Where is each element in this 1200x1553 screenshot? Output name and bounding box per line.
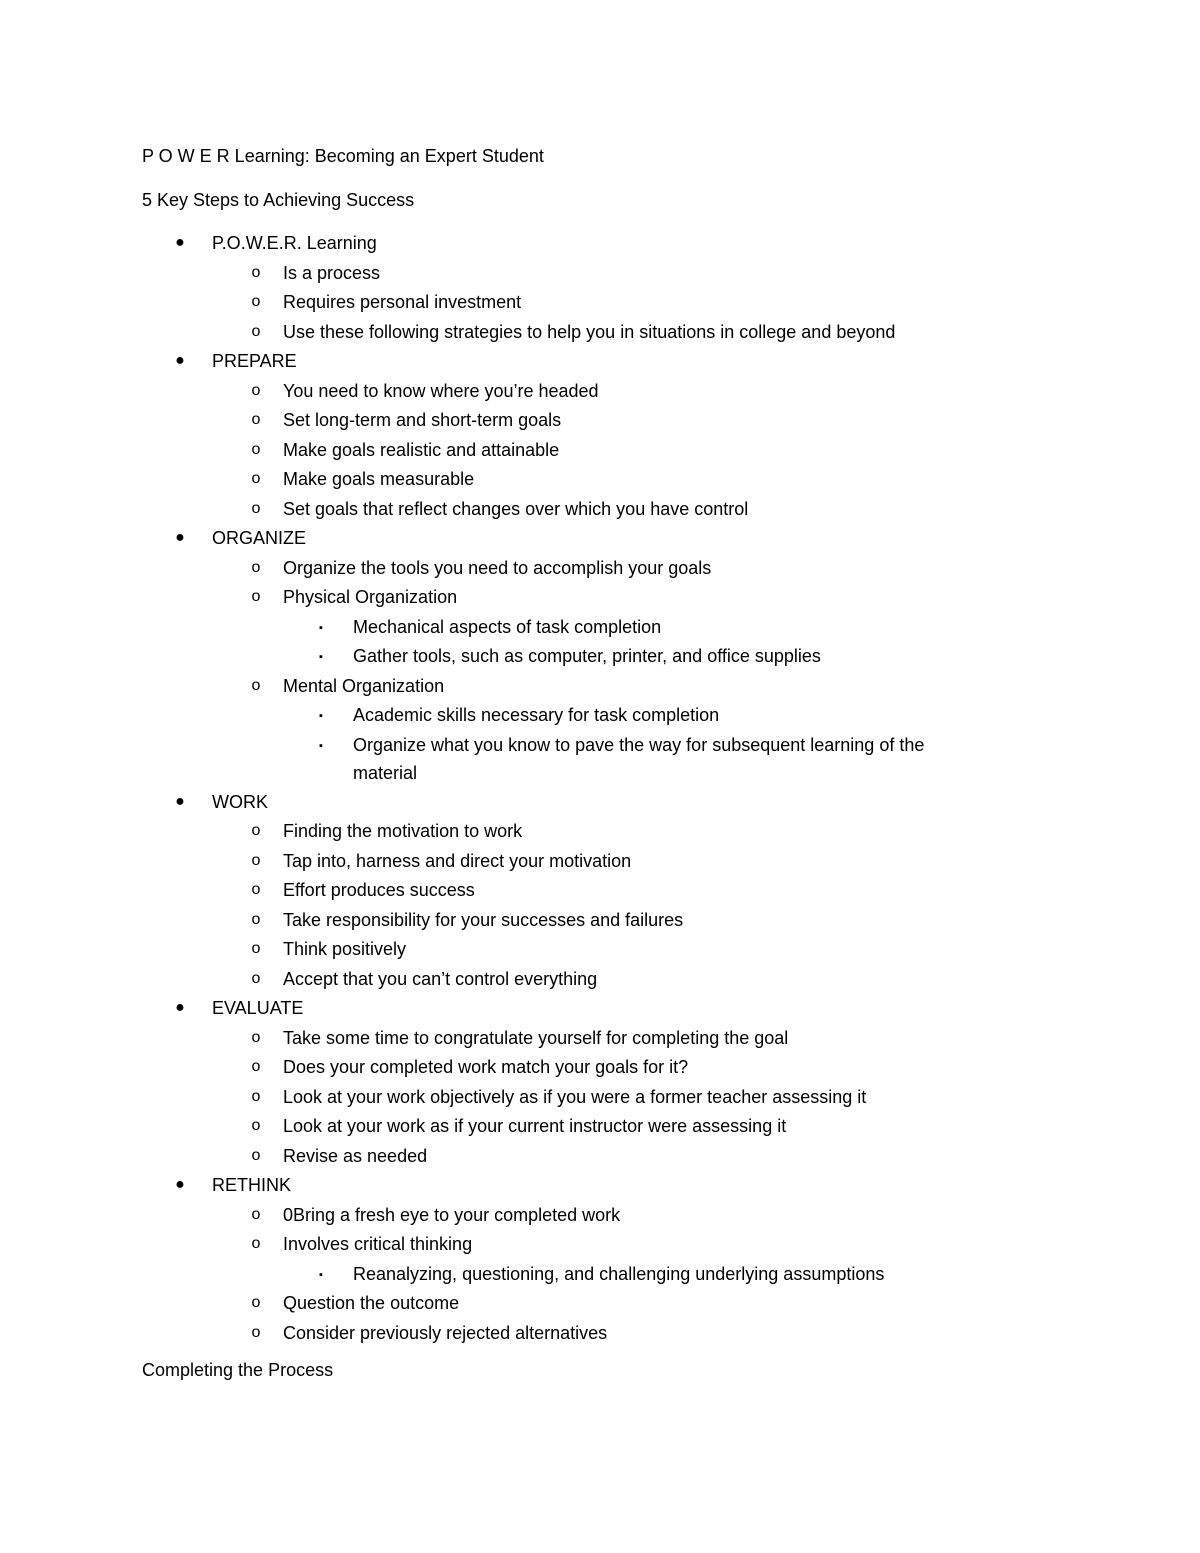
- list-item: [0, 1115, 1200, 1145]
- list-item-text: Tap into, harness and direct your motivation: [283, 850, 632, 871]
- section-heading-text: ORGANIZE: [212, 528, 307, 548]
- bullet-circle-icon: o: [251, 440, 261, 458]
- list-item-text: Make goals measurable: [283, 469, 475, 489]
- sub-list-item-text: Organize what you know to pave the way for subsequent learning of the material: [353, 734, 925, 783]
- bullet-circle-icon: o: [251, 558, 261, 576]
- list-item: [0, 498, 1200, 528]
- list-item-text: Mental Organization: [283, 675, 445, 696]
- section-heading-text: EVALUATE: [212, 998, 304, 1018]
- bullet-disc-icon: ●: [175, 999, 185, 1016]
- list-item: [0, 586, 1200, 616]
- bullet-circle-icon: o: [251, 822, 261, 839]
- bullet-circle-icon: o: [251, 1323, 261, 1341]
- list-item-text: Look at your work objectively as if you were a former teacher assessing it: [283, 1086, 867, 1107]
- list-item: [0, 1086, 1200, 1116]
- list-item: [0, 380, 1200, 410]
- list-item: [0, 321, 1200, 351]
- list-item-text: Make goals realistic and attainable: [283, 439, 560, 460]
- list-item: [0, 879, 1200, 909]
- bullet-circle-icon: o: [251, 1205, 261, 1223]
- list-item: [0, 1292, 1200, 1322]
- bullet-circle-icon: o: [251, 470, 261, 487]
- bullet-circle-icon: o: [251, 293, 261, 310]
- list-item: [0, 938, 1200, 968]
- list-item: [0, 675, 1200, 705]
- bullet-circle-icon: o: [251, 588, 261, 605]
- bullet-disc-icon: ●: [175, 529, 185, 546]
- list-item: [0, 1027, 1200, 1057]
- list-item-text: Question the outcome: [283, 1293, 460, 1313]
- bullet-circle-icon: o: [251, 1235, 261, 1252]
- bullet-circle-icon: o: [251, 411, 261, 428]
- list-item-text: Revise as needed: [283, 1145, 428, 1166]
- sub-list-item: [0, 1263, 1200, 1293]
- bullet-circle-icon: o: [251, 322, 261, 340]
- list-item-text: Consider previously rejected alternatives: [283, 1322, 608, 1343]
- list-item-text: Does your completed work match your goals for it?: [283, 1057, 689, 1077]
- section-heading-text: RETHINK: [212, 1175, 292, 1195]
- list-item: [0, 262, 1200, 292]
- list-item-text: You need to know where you’re headed: [283, 380, 599, 401]
- list-item-text: Set goals that reflect changes over which you have control: [283, 498, 749, 519]
- list-item: [0, 850, 1200, 880]
- list-item-text: Requires personal investment: [283, 292, 522, 312]
- list-item: [0, 291, 1200, 321]
- section-heading-text: WORK: [212, 791, 268, 812]
- list-item: [0, 968, 1200, 998]
- bullet-circle-icon: o: [251, 1087, 261, 1105]
- section-heading: [0, 1174, 1200, 1204]
- list-item: [0, 1145, 1200, 1175]
- bullet-square-icon: ▪: [319, 651, 323, 663]
- sub-list-item-text: Reanalyzing, questioning, and challenging underlying assumptions: [353, 1263, 885, 1284]
- list-item-text: Physical Organization: [283, 587, 458, 607]
- bullet-circle-icon: o: [251, 940, 261, 957]
- list-item: [0, 439, 1200, 469]
- bullet-circle-icon: o: [251, 381, 261, 399]
- bullet-disc-icon: ●: [175, 792, 185, 810]
- sub-list-item-text: Mechanical aspects of task completion: [353, 616, 662, 637]
- bullet-square-icon: ▪: [319, 739, 323, 752]
- bullet-circle-icon: o: [251, 1058, 261, 1075]
- section-heading: [0, 232, 1200, 262]
- bullet-outline: [0, 232, 1200, 1351]
- document-title: P O W E R Learning: Becoming an Expert Student: [142, 146, 544, 166]
- section-heading: [0, 791, 1200, 821]
- bullet-circle-icon: o: [251, 1117, 261, 1134]
- bullet-circle-icon: o: [251, 1028, 261, 1046]
- section-heading: [0, 527, 1200, 557]
- bullet-disc-icon: ●: [175, 1176, 185, 1193]
- list-item-text: Involves critical thinking: [283, 1234, 473, 1254]
- bullet-circle-icon: o: [251, 263, 261, 281]
- list-item: [0, 820, 1200, 850]
- list-item-text: 0Bring a fresh eye to your completed work: [283, 1204, 621, 1225]
- list-item-text: Set long-term and short-term goals: [283, 410, 562, 430]
- bullet-circle-icon: o: [251, 1294, 261, 1311]
- section-heading-text: P.O.W.E.R. Learning: [212, 233, 377, 253]
- section-heading-text: PREPARE: [212, 351, 297, 371]
- list-item: [0, 909, 1200, 939]
- list-item: [0, 468, 1200, 498]
- sub-list-item: [0, 616, 1200, 646]
- list-item: [0, 1056, 1200, 1086]
- bullet-circle-icon: o: [251, 851, 261, 869]
- section-heading: [0, 997, 1200, 1027]
- sub-list-item: [0, 734, 1200, 791]
- list-item-text: Organize the tools you need to accomplish your goals: [283, 557, 712, 578]
- list-item-text: Effort produces success: [283, 880, 475, 900]
- list-item: [0, 1322, 1200, 1352]
- sub-list-item-text: Gather tools, such as computer, printer, and office supplies: [353, 646, 821, 666]
- list-item-text: Think positively: [283, 939, 407, 959]
- list-item-text: Look at your work as if your current instructor were assessing it: [283, 1116, 787, 1136]
- footer-heading: Completing the Process: [142, 1360, 334, 1380]
- list-item: [0, 1204, 1200, 1234]
- sub-list-item: [0, 704, 1200, 734]
- sub-list-item: [0, 645, 1200, 675]
- bullet-square-icon: ▪: [319, 621, 323, 634]
- bullet-disc-icon: ●: [175, 352, 185, 369]
- bullet-circle-icon: o: [251, 676, 261, 694]
- list-item-text: Accept that you can’t control everything: [283, 968, 598, 989]
- bullet-circle-icon: o: [251, 910, 261, 928]
- list-item: [0, 557, 1200, 587]
- bullet-square-icon: ▪: [319, 710, 323, 722]
- list-item: [0, 1233, 1200, 1263]
- sub-list-item-text: Academic skills necessary for task completion: [353, 705, 720, 725]
- bullet-square-icon: ▪: [319, 1268, 323, 1281]
- list-item-text: Use these following strategies to help you in situations in college and beyond: [283, 321, 896, 342]
- section-heading: [0, 350, 1200, 380]
- list-item-text: Is a process: [283, 262, 381, 283]
- list-item-text: Finding the motivation to work: [283, 821, 523, 841]
- bullet-disc-icon: ●: [175, 234, 185, 251]
- list-item-text: Take some time to congratulate yourself for completing the goal: [283, 1027, 789, 1048]
- bullet-circle-icon: o: [251, 499, 261, 517]
- list-item: [0, 409, 1200, 439]
- bullet-circle-icon: o: [251, 881, 261, 898]
- bullet-circle-icon: o: [251, 1146, 261, 1164]
- list-item-text: Take responsibility for your successes and failures: [283, 909, 684, 930]
- document-subtitle: 5 Key Steps to Achieving Success: [142, 190, 415, 210]
- bullet-circle-icon: o: [251, 969, 261, 987]
